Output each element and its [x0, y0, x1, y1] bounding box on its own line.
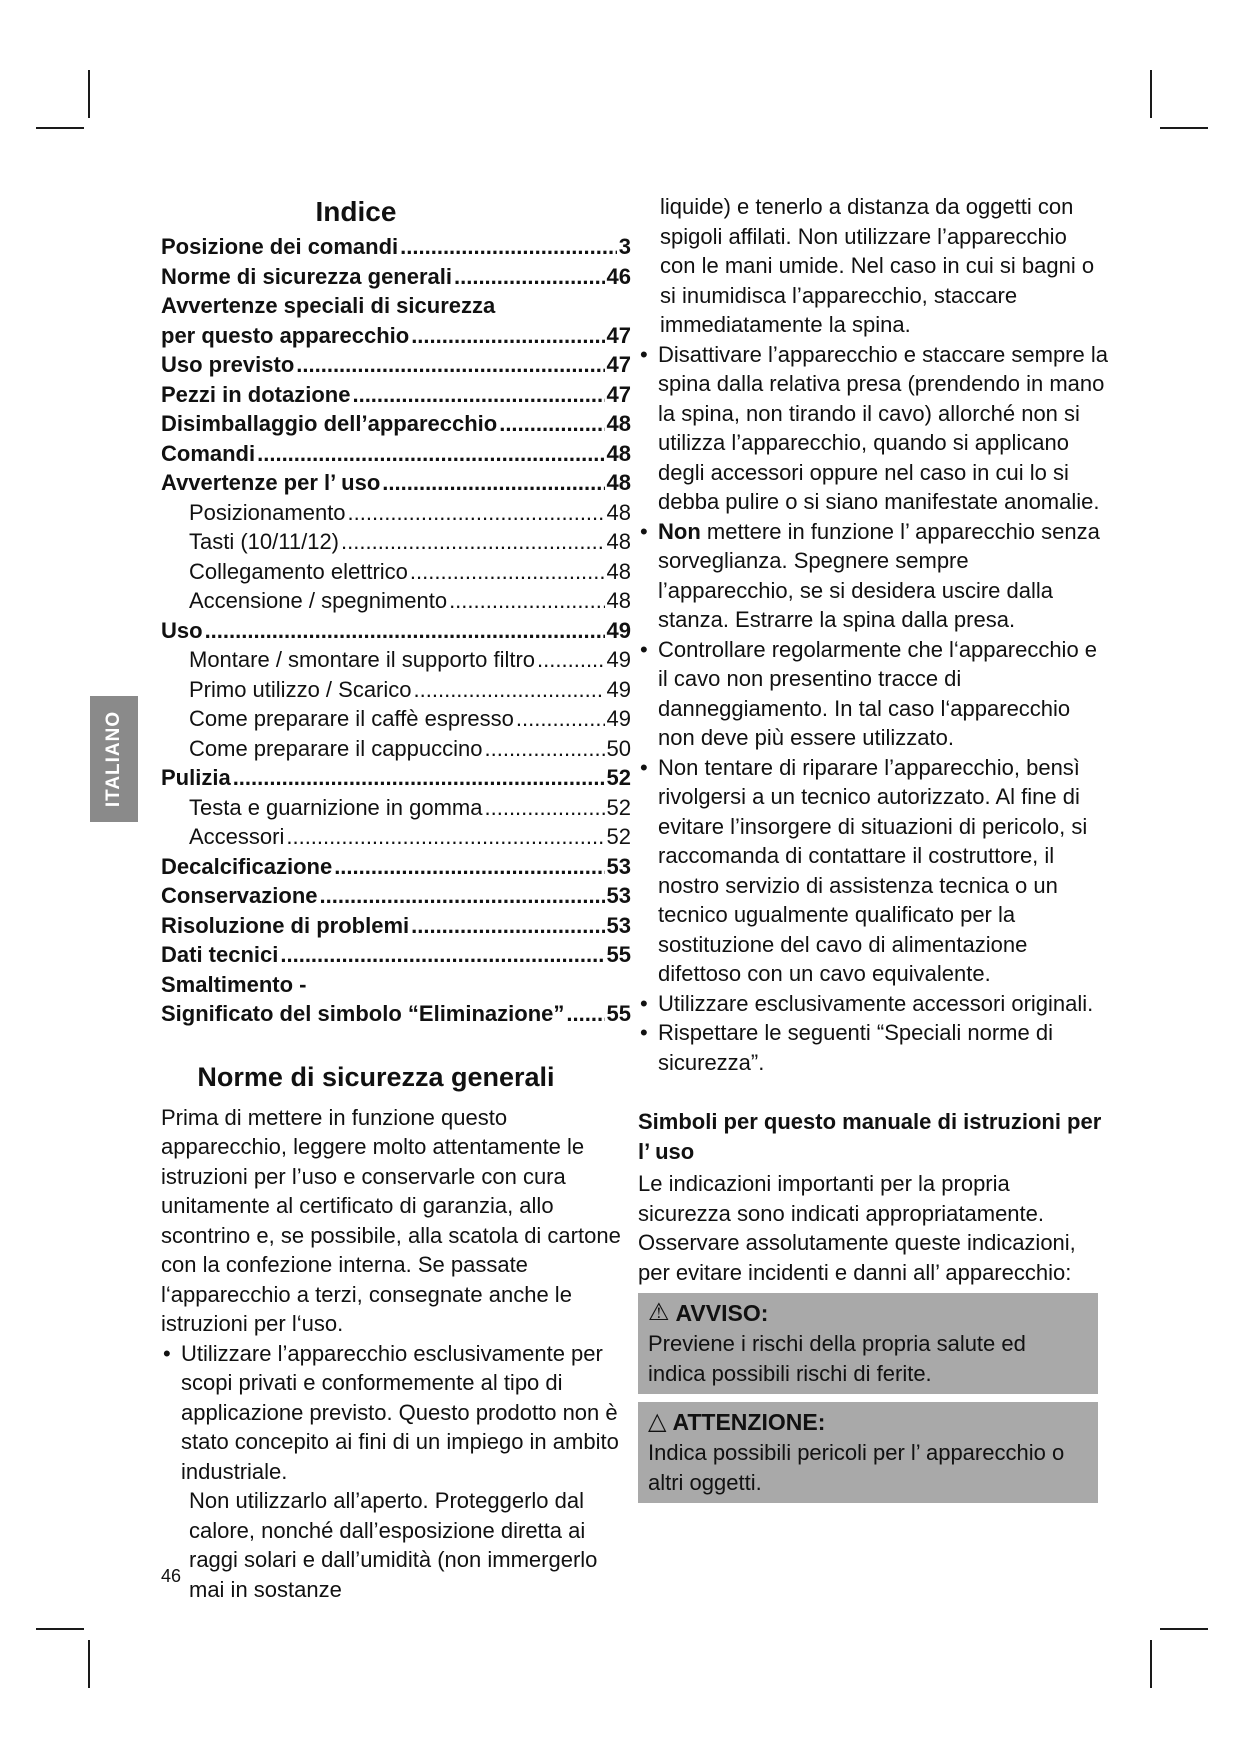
- toc-entry[interactable]: Significato del simbolo “Eliminazione” ..... 55: [161, 999, 631, 1029]
- safety-list-right: [638, 340, 1108, 1078]
- toc-entry[interactable]: Disimballaggio dell’apparecchio ..... 48: [161, 409, 631, 439]
- safety-list-left: [161, 1339, 631, 1487]
- language-tab-label: ITALIANO: [103, 710, 124, 808]
- symbols-intro: Le indicazioni importanti per la propria sicurezza sono indicati appropriatamente. Osservare assolutamente queste indicazioni, per evitare incidenti e danni all’ apparecchio:: [638, 1171, 1076, 1285]
- toc-subentry[interactable]: Testa e guarnizione in gomma ..... 52: [161, 793, 631, 823]
- toc-subentry[interactable]: Posizionamento ..... 48: [161, 498, 631, 528]
- crop-mark-top-right-h: [1160, 127, 1208, 129]
- safety-bullet-continuation: Non utilizzarlo all’aperto. Proteggerlo dal calore, nonché dall’esposizione diretta ai raggi solari e dall’umidità (non immergerlo mai in sostanze: [189, 1488, 598, 1602]
- toc-entry[interactable]: Norme di sicurezza generali ..... 46: [161, 262, 631, 292]
- toc-subentry[interactable]: Collegamento elettrico ..... 48: [161, 557, 631, 587]
- toc-entry[interactable]: Avvertenze per l’ uso ..... 48: [161, 468, 631, 498]
- table-of-contents: [161, 232, 631, 1029]
- caution-text: Indica possibili pericoli per l’ apparecchio o altri oggetti.: [648, 1440, 1065, 1495]
- safety-section-title: Norme di sicurezza generali: [197, 1061, 555, 1092]
- caution-title-text: ATTENZIONE:: [672, 1409, 826, 1435]
- safety-bullet: • Rispettare le seguenti “Speciali norme di sicurezza”.: [638, 1018, 1108, 1077]
- caution-box: [638, 1402, 1098, 1503]
- toc-subentry[interactable]: Montare / smontare il supporto filtro ..... 49: [161, 645, 631, 675]
- page-number: 46: [161, 1566, 182, 1586]
- toc-entry[interactable]: Posizione dei comandi ..... 3: [161, 232, 631, 262]
- warning-title-text: AVVISO:: [675, 1300, 769, 1326]
- crop-mark-top-left-v: [88, 70, 90, 118]
- toc-subentry[interactable]: Accessori ..... 52: [161, 822, 631, 852]
- toc-subentry[interactable]: Accensione / spegnimento ..... 48: [161, 586, 631, 616]
- symbols-section-title: Simboli per questo manuale di istruzioni per l’ uso: [638, 1109, 1102, 1164]
- safety-intro: Prima di mettere in funzione questo apparecchio, leggere molto attentamente le istruzioni per l’uso e conservarle con cura unitamente al certificato di garanzia, allo scontrino e, se possibile, alla scatola di cartone con la confezione interna. Se passate l‘apparecchio a terzi, consegnate anche le istruzioni per l‘uso.: [161, 1104, 621, 1336]
- caution-triangle-icon: △: [648, 1408, 667, 1435]
- language-tab: [90, 696, 138, 822]
- toc-entry[interactable]: Comandi ..... 48: [161, 439, 631, 469]
- crop-mark-top-left-h: [36, 127, 84, 129]
- toc-entry[interactable]: Uso ..... 49: [161, 616, 631, 646]
- safety-bullet: • Controllare regolarmente che l‘apparecchio e il cavo non presentino tracce di danneggiamento. In tal caso l‘apparecchio non deve più essere utilizzato.: [638, 635, 1108, 753]
- right-column: [638, 192, 1108, 1511]
- safety-bullet-continuation: liquide) e tenerlo a distanza da oggetti con spigoli affilati. Non utilizzare l’apparecchio con le mani umide. Nel caso in cui si bagni o si inumidisca l’apparecchio, staccare immediatamente la spina.: [660, 194, 1095, 337]
- left-column: [161, 192, 631, 1604]
- toc-subentry[interactable]: Come preparare il cappuccino ..... 50: [161, 734, 631, 764]
- crop-mark-bottom-left-h: [36, 1628, 84, 1630]
- toc-entry[interactable]: Conservazione ..... 53: [161, 881, 631, 911]
- index-title: Indice: [315, 196, 397, 227]
- toc-entry-heading: Avvertenze speciali di sicurezza: [161, 293, 496, 318]
- safety-bullet: • Utilizzare l’apparecchio esclusivamente per scopi privati e conformemente al tipo di applicazione previsto. Questo prodotto non è stato concepito ai fini di un impiego in ambito industriale.: [161, 1339, 631, 1487]
- warning-box: [638, 1293, 1098, 1394]
- toc-entry[interactable]: Decalcificazione ..... 53: [161, 852, 631, 882]
- toc-subentry[interactable]: Come preparare il caffè espresso ..... 49: [161, 704, 631, 734]
- safety-bullet-emphasis: Non: [658, 518, 701, 544]
- toc-entry[interactable]: Risoluzione di problemi ..... 53: [161, 911, 631, 941]
- crop-mark-bottom-right-v: [1150, 1640, 1152, 1688]
- crop-mark-bottom-right-h: [1160, 1628, 1208, 1630]
- toc-entry-heading: Smaltimento -: [161, 971, 307, 997]
- crop-mark-top-right-v: [1150, 70, 1152, 118]
- toc-entry[interactable]: per questo apparecchio ..... 47: [161, 321, 631, 351]
- toc-subentry[interactable]: Primo utilizzo / Scarico ..... 49: [161, 675, 631, 705]
- warning-title: [648, 1297, 1088, 1329]
- toc-subentry[interactable]: Tasti (10/11/12) ..... 48: [161, 527, 631, 557]
- crop-mark-bottom-left-v: [88, 1640, 90, 1688]
- safety-bullet: [638, 517, 1108, 635]
- safety-bullet: • Disattivare l’apparecchio e staccare sempre la spina dalla relativa presa (prendendo in mano la spina, non tirando il cavo) allorché non si utilizza l’apparecchio, quando si applicano degli accessori oppure nel caso in cui lo si debba pulire o si siano manifestate anomalie.: [638, 340, 1108, 517]
- toc-entry[interactable]: Pezzi in dotazione ..... 47: [161, 380, 631, 410]
- toc-entry[interactable]: Dati tecnici ..... 55: [161, 940, 631, 970]
- toc-entry[interactable]: Uso previsto ..... 47: [161, 350, 631, 380]
- warning-text: Previene i rischi della propria salute ed indica possibili rischi di ferite.: [648, 1331, 1026, 1386]
- safety-bullet: • Non tentare di riparare l’apparecchio, bensì rivolgersi a un tecnico autorizzato. Al fine di evitare l’insorgere di situazioni di pericolo, si raccomanda di contattare il costruttore, il nostro servizio di assistenza tecnica o un tecnico ugualmente qualificato per la sostituzione del cavo di alimentazione difettoso con un cavo equivalente.: [638, 753, 1108, 989]
- warning-triangle-icon: ⚠: [648, 1299, 670, 1326]
- safety-bullet: • Utilizzare esclusivamente accessori originali.: [638, 989, 1108, 1019]
- toc-entry[interactable]: Pulizia ..... 52: [161, 763, 631, 793]
- caution-title: [648, 1406, 1088, 1438]
- safety-bullet-text: mettere in funzione l’ apparecchio senza sorveglianza. Spegnere sempre l’apparecchio, se si desidera uscire dalla stanza. Estrarre la spina dalla presa.: [658, 518, 1100, 632]
